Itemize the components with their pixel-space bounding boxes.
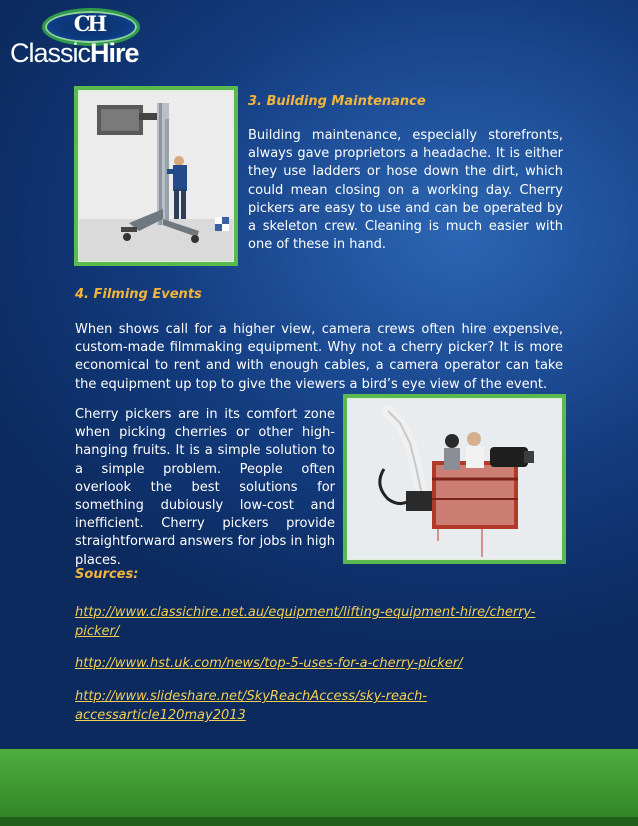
section-3-body: Building maintenance, especially storefronts, always gave proprietors a headache. It is either they use ladders or hose down the dirt, which could mean closing on a working day. Cherry pickers are easy to use and can be operated by a skeleton crew. Cleaning is much easier with one of these in hand.	[248, 128, 563, 253]
section-4-paragraph-2: Cherry pickers are in its comfort zone when picking cherries or other high-hanging fruits. It is a simple solution to a simple problem. People often overlook the best solutions for something dubiously low-cost and inefficient. Cherry pickers provide straightforward answers for jobs in high places.	[75, 407, 335, 568]
logo-monogram: CH	[73, 11, 105, 36]
classic-hire-logo	[10, 6, 175, 68]
section-4-paragraph-1: When shows call for a higher view, camera crews often hire expensive, custom-made filmmaking equipment. Why not a cherry picker? It is more economical to rent and with enough cables, a camera operator can take the equipment up top to give the viewers a bird’s eye view of the event.	[75, 322, 563, 392]
material-lift-worker-image	[79, 91, 233, 261]
section-4-heading: 4. Filming Events	[75, 287, 202, 302]
sources-heading: Sources:	[75, 567, 139, 582]
filming-events-photo	[343, 394, 566, 564]
cherry-picker-camera-crew-image	[348, 399, 561, 559]
building-maintenance-photo	[74, 86, 238, 266]
footer-line	[0, 817, 638, 826]
source-link-classichire[interactable]: http://www.classichire.net.au/equipment/lifting-equipment-hire/cherry-picker/	[75, 605, 536, 639]
source-link-slideshare[interactable]: http://www.slideshare.net/SkyReachAccess/sky-reach-accessarticle120may2013	[75, 689, 428, 723]
section-3-heading: 3. Building Maintenance	[248, 94, 426, 109]
logo-wordmark: ClassicHire	[10, 38, 139, 68]
source-link-hst[interactable]: http://www.hst.uk.com/news/top-5-uses-for-a-cherry-picker/	[75, 656, 463, 671]
footer-band	[0, 749, 638, 826]
